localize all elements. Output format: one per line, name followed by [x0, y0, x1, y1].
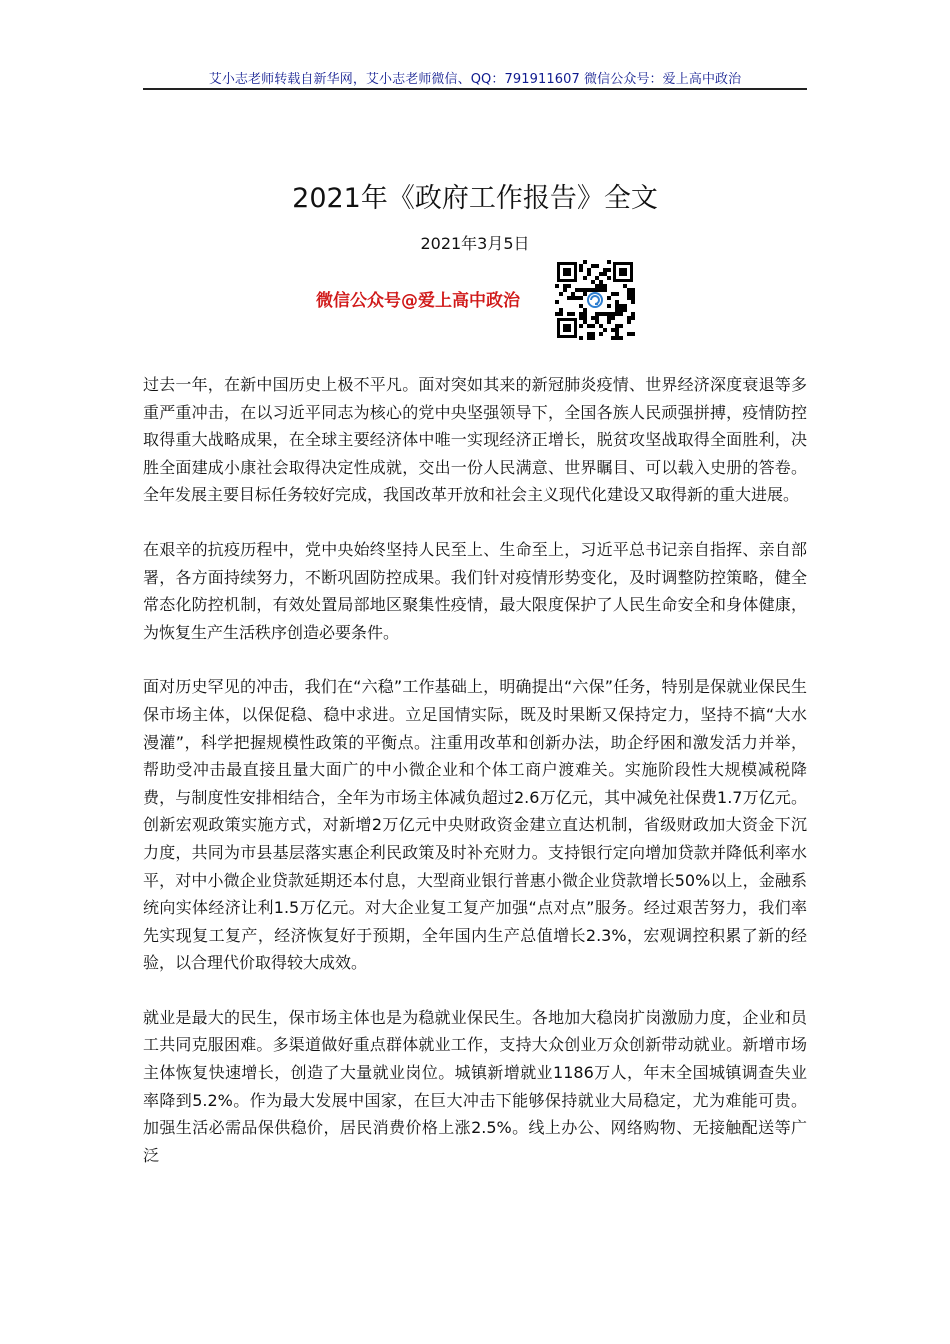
paragraph-3: 面对历史罕见的冲击，我们在“六稳”工作基础上，明确提出“六保”任务，特别是保就业保民生保市场主体，以保促稳、稳中求进。立足国情实际，既及时果断又保持定力，坚持不搞“大水漫灌”，科学把握规模性政策的平衡点。注重用改革和创新办法，助企纾困和激发活力并举，帮助受冲击最直接且量大面广的中小微企业和个体工商户渡难关。实施阶段性大规模减税降费，与制度性安排相结合，全年为市场主体减负超过2.6万亿元，其中减免社保费1.7万亿元。创新宏观政策实施方式，对新增2万亿元中央财政资金建立直达机制，省级财政加大资金下沉力度，共同为市县基层落实惠企利民政策及时补充财力。支持银行定向增加贷款并降低利率水平，对中小微企业贷款延期还本付息，大型商业银行普惠小微企业贷款增长50%以上，金融系统向实体经济让利1.5万亿元。对大企业复工复产加强“点对点”服务。经过艰苦努力，我们率先实现复工复产，经济恢复好于预期，全年国内生产总值增长2.3%，宏观调控积累了新的经验，以合理代价取得较大成效。: [143, 677, 807, 973]
header-divider: [143, 88, 807, 90]
paragraph-2: 在艰辛的抗疫历程中，党中央始终坚持人民至上、生命至上，习近平总书记亲自指挥、亲自部署，各方面持续努力，不断巩固防控成果。我们针对疫情形势变化，及时调整防控策略，健全常态化防控机制，有效处置局部地区聚集性疫情，最大限度保护了人民生命安全和身体健康，为恢复生产生活秩序创造必要条件。: [143, 539, 807, 642]
document-date: 2021年3月5日: [420, 234, 530, 253]
paragraph-1: 过去一年，在新中国历史上极不平凡。面对突如其来的新冠肺炎疫情、世界经济深度衰退等多重严重冲击，在以习近平同志为核心的党中央坚强领导下，全国各族人民顽强拼搏，疫情防控取得重大战略成果，在全球主要经济体中唯一实现经济正增长，脱贫攻坚战取得全面胜利，决胜全面建成小康社会取得决定性成就，交出一份人民满意、世界瞩目、可以载入史册的答卷。全年发展主要目标任务较好完成，我国改革开放和社会主义现代化建设又取得新的重大进展。: [143, 375, 807, 505]
qr-code-icon: [555, 260, 635, 340]
wechat-label: 微信公众号@爱上高中政治: [316, 291, 520, 311]
paragraph-4: 就业是最大的民生，保市场主体也是为稳就业保民生。各地加大稳岗扩岗激励力度，企业和员工共同克服困难。多渠道做好重点群体就业工作，支持大众创业万众创新带动就业。新增市场主体恢复快速增长，创造了大量就业岗位。城镇新增就业1186万人，年末全国城镇调查失业率降到5.2%。作为最大发展中国家，在巨大冲击下能够保持就业大局稳定，尤为难能可贵。加强生活必需品保供稳价，居民消费价格上涨2.5%。线上办公、网络购物、无接触配送等广泛: [143, 1007, 807, 1165]
page-title: 2021年《政府工作报告》全文: [292, 183, 658, 215]
header-note: 艾小志老师转载自新华网，艾小志老师微信、QQ：791911607 微信公众号：爱上高中政治: [208, 72, 742, 87]
report-body: [143, 371, 807, 1196]
